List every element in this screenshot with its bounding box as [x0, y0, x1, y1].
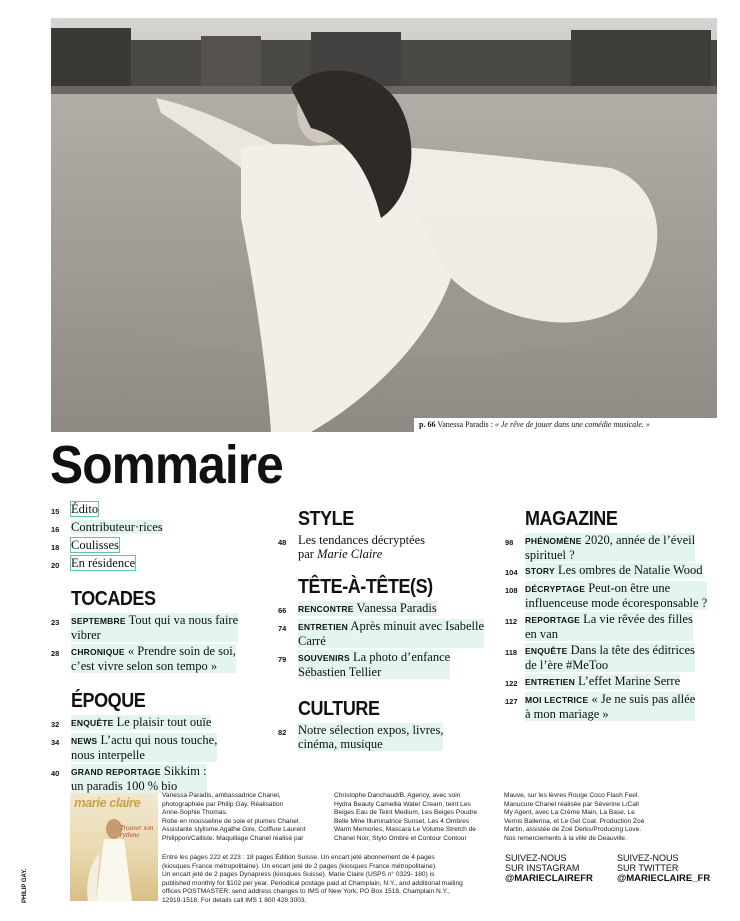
hero-photo-illustration [51, 18, 717, 432]
credit-line: Mauve, sur les lèvres Rouge Coco Flash Feel. [504, 792, 640, 799]
entry-title: Coulisses [71, 538, 119, 552]
entry-title: « Je ne suis pas allée [591, 692, 696, 706]
page-number: 112 [505, 617, 518, 626]
toc-entry[interactable] [278, 601, 493, 618]
entry-kicker: GRAND REPORTAGE [71, 767, 161, 777]
section-heading-tocades: TOCADES [71, 588, 156, 610]
credit-line: Robe en mousseline de soie et plumes Chanel. [162, 817, 301, 825]
page-number: 48 [278, 538, 287, 547]
entry-title-cont: Sébastien Tellier [298, 665, 382, 679]
toc-entry[interactable] [278, 533, 493, 561]
cover-figure-illustration [70, 793, 158, 901]
legal-line: Entre les pages 222 et 223 : 18 pages Édition Suisse. Un encart jeté abonnement de 4 pages [162, 854, 435, 861]
twitter-handle[interactable]: @MARIECLAIRE_FR [617, 873, 711, 884]
entry-title: Le plaisir tout ouïe [116, 715, 212, 729]
credit-line: photographiée par Philip Gay. Réalisation [162, 800, 284, 808]
entry-title-cont: cinéma, musique [298, 737, 383, 751]
follow-label: SUIVEZ-NOUS [505, 853, 567, 863]
credits-column-1 [162, 792, 312, 844]
credit-line: Manucure Chanel réalisée par Séverine L/Call [504, 800, 639, 808]
page-number: 40 [51, 769, 60, 778]
toc-entry[interactable] [51, 613, 266, 642]
credit-line: Beiges Eau de Teint Medium, Les Beiges Poudre [334, 809, 478, 817]
entry-kicker: STORY [525, 566, 555, 576]
toc-column-2 [278, 507, 493, 752]
entry-title: En résidence [71, 556, 136, 570]
page-number: 82 [278, 728, 287, 737]
toc-entry[interactable] [505, 674, 730, 691]
follow-network: SUR INSTAGRAM [505, 863, 580, 873]
toc-entry[interactable] [505, 643, 730, 672]
credit-line: Warm Memories, Mascara Le Volume Stretch de [334, 826, 476, 834]
page-number: 98 [505, 538, 514, 547]
entry-title: Les ombres de Natalie Wood [557, 563, 703, 577]
entry-title: L’effet Marine Serre [578, 674, 681, 688]
credit-line: Nos remerciements à la ville de Deauville. [504, 834, 627, 842]
toc-entry[interactable] [505, 692, 730, 721]
page-number: 20 [51, 561, 60, 570]
cover-logo: marie claire [74, 795, 141, 810]
page-number: 79 [278, 655, 287, 664]
toc-column-3 [505, 507, 730, 722]
instagram-handle[interactable]: @MARIECLAIREFR [505, 873, 593, 884]
page-number: 122 [505, 679, 518, 688]
page-number: 32 [51, 720, 60, 729]
follow-label: SUIVEZ-NOUS [617, 853, 679, 863]
page-number: 127 [505, 697, 518, 706]
entry-title: Notre sélection expos, livres, [298, 723, 444, 737]
legal-line: Un encart jeté de 2 pages Dynapress (kiosques Suisse). Marie Claire (USPS n° 0329- 180) is [162, 871, 435, 879]
entry-title: Vanessa Paradis [356, 601, 437, 615]
page-number: 15 [51, 507, 60, 516]
entry-title-cont: vibrer [71, 628, 101, 642]
follow-twitter[interactable] [617, 853, 710, 884]
entry-title-cont: influenceuse mode écoresponsable ? [525, 596, 708, 610]
hero-photo [51, 18, 717, 432]
toc-entry[interactable] [505, 563, 730, 580]
section-heading-tete-a-tete: TÊTE-À-TÊTE(S) [298, 576, 433, 598]
section-heading-style: STYLE [298, 508, 354, 530]
toc-entry[interactable] [51, 764, 266, 793]
entry-kicker: SOUVENIRS [298, 653, 350, 663]
entry-title: Après minuit avec Isabelle [350, 619, 485, 633]
entry-title-italic: Marie Claire [317, 547, 383, 561]
entry-title-pre: par [298, 547, 318, 561]
entry-title: Édito [71, 502, 99, 516]
credit-line: Martin, assistée de Zoé Derks/Producing Love. [504, 826, 642, 834]
entry-title: 2020, année de l’éveil [584, 533, 696, 547]
credit-line: My Agent, avec La Crème Main, La Base, Le [504, 809, 635, 817]
entry-title: Contributeur·rices [71, 520, 163, 534]
entry-title-cont: spirituel ? [525, 548, 575, 562]
toc-entry[interactable] [505, 581, 730, 610]
caption-quote: « Je rêve de jouer dans une comédie musicale. » [494, 420, 650, 429]
credit-line: Philippon/Calliste. Maquillage Chanel réalisé par [162, 834, 304, 842]
page-number: 28 [51, 649, 60, 658]
entry-kicker: RENCONTRE [298, 604, 354, 614]
caption-page: p. 66 [419, 420, 436, 429]
entry-title: Tout qui va nous faire [128, 613, 239, 627]
page-number: 108 [505, 586, 518, 595]
page-number: 74 [278, 624, 287, 633]
page-number: 23 [51, 618, 60, 627]
entry-title-cont: un paradis 100 % bio [71, 779, 178, 793]
toc-entry[interactable] [51, 644, 266, 673]
credits-column-2 [334, 792, 484, 844]
toc-entry[interactable] [278, 650, 493, 679]
toc-column-1 [51, 502, 266, 794]
magazine-cover-thumbnail [70, 793, 158, 901]
entry-title: La vie rêvée des filles [583, 612, 693, 626]
toc-entry[interactable] [51, 538, 266, 555]
caption-name: Vanessa Paradis : [437, 420, 493, 429]
page-number: 118 [505, 648, 518, 657]
entry-kicker: ENTRETIEN [525, 677, 575, 687]
credit-line: Assistante stylisme Agathe Gire. Coiffure Laurent [162, 826, 306, 834]
entry-kicker: ENQUÊTE [71, 718, 114, 728]
credit-line: Hydra Beauty Camellia Water Cream, teint Les [334, 800, 471, 808]
page-number: 104 [505, 568, 518, 577]
entry-title: L’actu qui nous touche, [100, 733, 218, 747]
toc-entry[interactable] [51, 733, 266, 762]
entry-title: Dans la tête des éditrices [570, 643, 695, 657]
photo-caption [414, 418, 717, 432]
toc-entry[interactable] [278, 619, 493, 648]
credit-line: Anne-Sophie Thomas. [162, 809, 228, 817]
page-number: 16 [51, 525, 60, 534]
toc-entry[interactable] [505, 612, 730, 641]
entry-title: Les tendances décryptées [298, 533, 426, 547]
credit-line: Christophe Danchaud/B. Agency, avec soin [334, 792, 461, 799]
entry-title: « Prendre soin de soi, [127, 644, 236, 658]
entry-kicker: SEPTEMBRE [71, 616, 126, 626]
section-heading-epoque: ÉPOQUE [71, 690, 146, 712]
entry-title-cont: en van [525, 627, 558, 641]
toc-entry[interactable] [51, 520, 266, 537]
entry-kicker: CHRONIQUE [71, 647, 125, 657]
entry-kicker: NEWS [71, 736, 98, 746]
section-heading-culture: CULTURE [298, 698, 380, 720]
legal-line: offices POSTMASTER: send address changes to IMS of New York, PO Box 1518, Champlain N.Y., [162, 888, 450, 896]
entry-kicker: ENQUÊTE [525, 646, 568, 656]
page-title: Sommaire [50, 435, 283, 495]
credit-line: Belle Mine Illuminatrice Sunset, Les 4 Ombres [334, 817, 470, 825]
page-number: 18 [51, 543, 60, 552]
entry-title: La photo d’enfance [353, 650, 451, 664]
toc-entry[interactable] [51, 715, 266, 732]
photo-credit: PHILIP GAY. [22, 868, 28, 903]
entry-kicker: DÉCRYPTAGE [525, 584, 586, 594]
credit-line: Vanessa Paradis, ambassadrice Chanel, [162, 792, 281, 799]
legal-notice [162, 854, 497, 906]
follow-network: SUR TWITTER [617, 863, 679, 873]
entry-title-cont: Carré [298, 634, 326, 648]
entry-title: Sikkim : [163, 764, 207, 778]
entry-title-cont: c’est vivre selon son tempo » [71, 659, 218, 673]
entry-kicker: MOI LECTRICE [525, 695, 589, 705]
entry-title: Peut-on être une [588, 581, 671, 595]
toc-entry[interactable] [505, 533, 730, 562]
toc-entry[interactable] [51, 556, 266, 573]
credit-line: Chanel Noir, Stylo Ombre et Contour Contour [334, 834, 467, 842]
credit-line: Vernis Ballerina, et Le Gel Coat. Production Zoé [504, 817, 645, 825]
entry-kicker: ENTRETIEN [298, 622, 348, 632]
page-number: 34 [51, 738, 60, 747]
credits-column-3 [504, 792, 664, 844]
entry-title-cont: à mon mariage » [525, 707, 609, 721]
page-number: 66 [278, 606, 287, 615]
entry-kicker: REPORTAGE [525, 615, 581, 625]
legal-line: published monthly for $102 per year. Periodical postage paid at Champlain, N.Y., and additional mailing [162, 879, 463, 887]
legal-line: (kiosques France métropolitaine). Un encart jeté de 2 pages (kiosques France métropolitaine). [162, 862, 437, 870]
toc-entry[interactable] [51, 502, 266, 519]
cover-headline: Trouver son rythme [120, 824, 154, 839]
toc-entry[interactable] [278, 723, 493, 751]
entry-kicker: PHÉNOMÈNE [525, 536, 582, 546]
entry-title-cont: nous interpelle [71, 748, 145, 762]
entry-title-cont: de l’ère #MeToo [525, 658, 609, 672]
follow-instagram[interactable] [505, 853, 593, 884]
section-heading-magazine: MAGAZINE [525, 508, 618, 530]
legal-line: 12919-1518. For details call IMS 1 800 428 3003. [162, 896, 307, 904]
